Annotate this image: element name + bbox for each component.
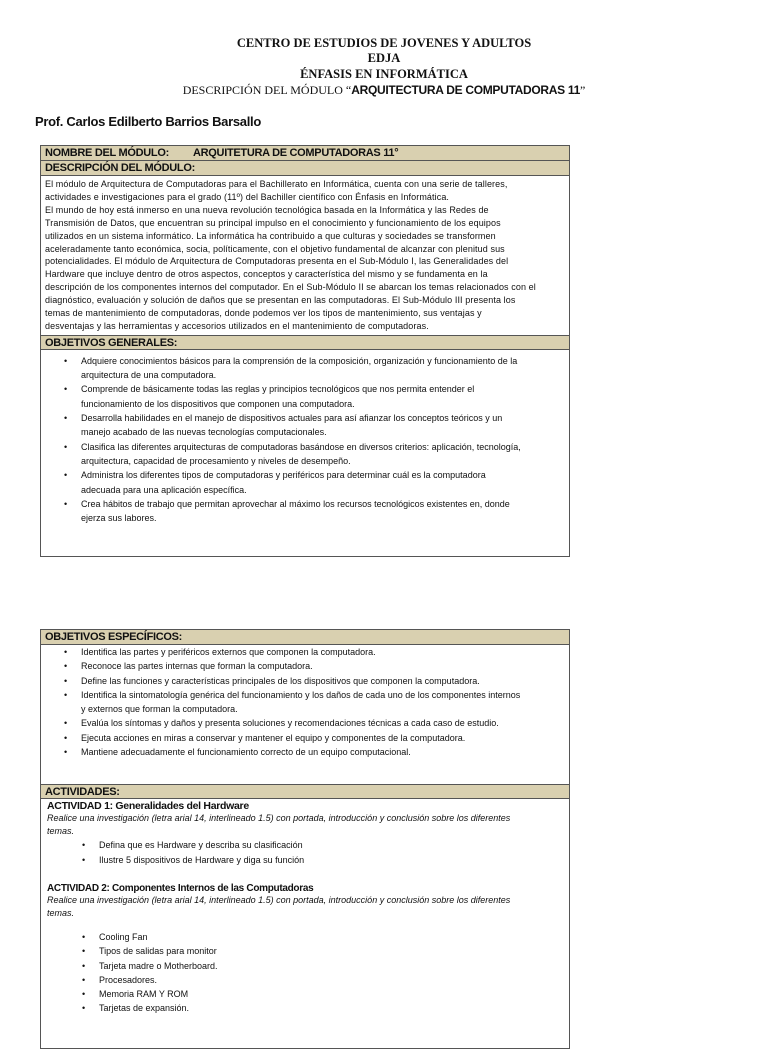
list-item: • Tipos de salidas para monitor	[99, 944, 569, 958]
list-item: • Tarjetas de expansión.	[99, 1001, 569, 1015]
description-line: Transmisión de Datos, que encuentran su principal impulso en el conocimiento y funcionamiento de los equipos	[45, 217, 501, 228]
list-item	[81, 382, 569, 411]
heading-suffix: ”	[579, 83, 586, 97]
activity-2-instructions	[47, 894, 569, 920]
emphasis-title: ÉNFASIS EN INFORMÁTICA	[300, 67, 468, 81]
specific-objectives-list	[41, 645, 569, 759]
spacer	[41, 759, 569, 784]
item-line: ejerza sus labores.	[81, 513, 157, 524]
item-line: arquitectura, capacidad de procesamiento y niveles de desempeño.	[81, 455, 351, 466]
instruction-line: temas.	[47, 907, 75, 918]
item-line: • Identifica las partes y periféricos externos que componen la computadora.	[81, 647, 376, 657]
heading-module-name: ARQUITECTURA DE COMPUTADORAS 11	[351, 83, 580, 97]
activity-2	[41, 867, 569, 1016]
list-item	[81, 745, 569, 759]
item-line: y externos que forman la computadora.	[81, 704, 238, 715]
description-line: diagnóstico, evaluación y solución de daños que se presentan en las computadoras. El Sub-Módulo III presenta los	[45, 295, 516, 306]
item-line: • Clasifica las diferentes arquitecturas de computadoras basándose en diversos criterios: aplicación, tecnología,	[81, 441, 521, 452]
activity-1-list	[47, 838, 569, 867]
description-line: potencialidades. El módulo de Arquitectura de Computadoras presenta en el Sub-Módulo I, las Generalidades del	[45, 256, 509, 267]
general-objectives-label: OBJETIVOS GENERALES:	[41, 335, 569, 350]
school-acronym: EDJA	[367, 51, 401, 65]
instruction-line: temas.	[47, 826, 75, 837]
item-line: manejo acabado de las nuevas tecnologías computacionales.	[81, 427, 327, 438]
module-name-label: NOMBRE DEL MÓDULO:	[45, 147, 169, 159]
activity-2-title: ACTIVIDAD 2: Componentes Internos de las Computadoras	[47, 882, 314, 894]
module-name-row	[41, 146, 569, 161]
item-line: • Crea hábitos de trabajo que permitan aprovechar al máximo los recursos tecnológicos existentes en, donde	[81, 498, 510, 509]
list-item	[81, 468, 569, 497]
item-line: • Define las funciones y características principales de los dispositivos que componen la computadora.	[81, 675, 480, 686]
description-label: DESCRIPCIÓN DEL MÓDULO:	[41, 161, 569, 176]
item-line: • Ejecuta acciones en miras a conservar y mantener el equipo y componentes de la computadora.	[81, 732, 466, 743]
activity-1-instructions	[47, 812, 569, 838]
heading-prefix: DESCRIPCIÓN DEL MÓDULO “	[182, 83, 352, 97]
activity-2-list	[47, 930, 569, 1016]
instruction-line: Realice una investigación (letra arial 14, interlineado 1.5) con portada, introducción y conclusión sobre los diferentes	[47, 894, 511, 905]
professor-name: Prof. Carlos Edilberto Barrios Barsallo	[35, 114, 261, 129]
list-item: • Defina que es Hardware y describa su clasificación	[99, 838, 569, 852]
description-line: descripción de los componentes internos del computador. En el Sub-Módulo II se abarcan los temas relacionados con el	[45, 282, 536, 293]
item-line: • Reconoce las partes internas que forman la computadora.	[81, 661, 313, 672]
description-line: temas de mantenimiento de computadoras, donde podemos ver los tipos de mantenimiento, sus ventajas y	[45, 308, 482, 319]
general-objectives-list	[41, 354, 569, 526]
description-line: utilizados en un sistema informático. La informática ha contribuido a que culturas y sociedades se transformen	[45, 230, 496, 241]
description-line: actividades e investigaciones para el grado (11º) del Bachiller científico con Énfasis en Informática.	[45, 191, 450, 202]
list-item	[81, 497, 569, 526]
activity-1-title: ACTIVIDAD 1: Generalidades del Hardware	[47, 800, 249, 813]
instruction-line: Realice una investigación (letra arial 14, interlineado 1.5) con portada, introducción y conclusión sobre los diferentes	[47, 813, 511, 824]
list-item	[81, 659, 569, 673]
specific-objectives-label: OBJETIVOS ESPECÍFICOS:	[41, 630, 569, 645]
list-item	[81, 674, 569, 688]
list-item	[81, 716, 569, 730]
description-line: Hardware que incluye dentro de otros aspectos, conceptos y característica del mismo y se fundamenta en la	[45, 269, 488, 280]
item-line: • Evalúa los síntomas y daños y presenta soluciones y recomendaciones técnicas a cada caso de estudio.	[81, 718, 499, 729]
item-line: • Desarrolla habilidades en el manejo de dispositivos actuales para así afianzar los conceptos teóricos y un	[81, 413, 503, 424]
module-description-heading	[0, 83, 768, 98]
module-name-value: ARQUITETURA DE COMPUTADORAS 11°	[193, 147, 399, 159]
list-item	[81, 411, 569, 440]
list-item	[81, 440, 569, 469]
description-text	[41, 176, 569, 335]
description-line: desventajas y las herramientas y accesorios utilizados en el mantenimiento de computadoras.	[45, 320, 429, 331]
school-name: CENTRO DE ESTUDIOS DE JOVENES Y ADULTOS	[236, 36, 532, 50]
module-info-table	[40, 145, 570, 557]
list-item: • Cooling Fan	[99, 930, 569, 944]
item-line: • Adquiere conocimientos básicos para la comprensión de la composición, organización y funcionamiento de la	[81, 355, 518, 366]
list-item	[81, 731, 569, 745]
objectives-activities-table	[40, 629, 570, 1049]
list-item: • Ilustre 5 dispositivos de Hardware y diga su función	[99, 853, 569, 867]
description-line: El mundo de hoy está inmerso en una nueva revolución tecnológica basada en la Informática y las Redes de	[45, 204, 489, 215]
item-line: • Identifica la sintomatología genérica del funcionamiento y los daños de cada uno de los componentes internos	[81, 689, 521, 700]
item-line: funcionamiento de los dispositivos que componen una computadora.	[81, 398, 355, 409]
item-line: • Administra los diferentes tipos de computadoras y periféricos para determinar cuál es la computadora	[81, 470, 486, 481]
activities-label: ACTIVIDADES:	[41, 784, 569, 799]
item-line: • Mantiene adecuadamente el funcionamiento correcto de un equipo computacional.	[81, 747, 411, 758]
list-item: • Tarjeta madre o Motherboard.	[99, 959, 569, 973]
list-item	[81, 688, 569, 717]
list-item	[81, 645, 569, 659]
list-item	[81, 354, 569, 383]
description-line: El módulo de Arquitectura de Computadoras para el Bachillerato en Informática, cuenta con una serie de talleres,	[45, 179, 508, 189]
description-line: aceleradamente tanto económica, socia, políticamente, con el objetivo fundamental de alcanzar con plenitud sus	[45, 243, 505, 254]
item-line: • Comprende de básicamente todas las reglas y principios tecnológicos que nos permita entender el	[81, 384, 475, 395]
item-line: adecuada para una aplicación específica.	[81, 484, 247, 495]
list-item: • Memoria RAM Y ROM	[99, 987, 569, 1001]
item-line: arquitectura de una computadora.	[81, 370, 217, 381]
activity-1	[41, 799, 569, 867]
list-item: • Procesadores.	[99, 973, 569, 987]
